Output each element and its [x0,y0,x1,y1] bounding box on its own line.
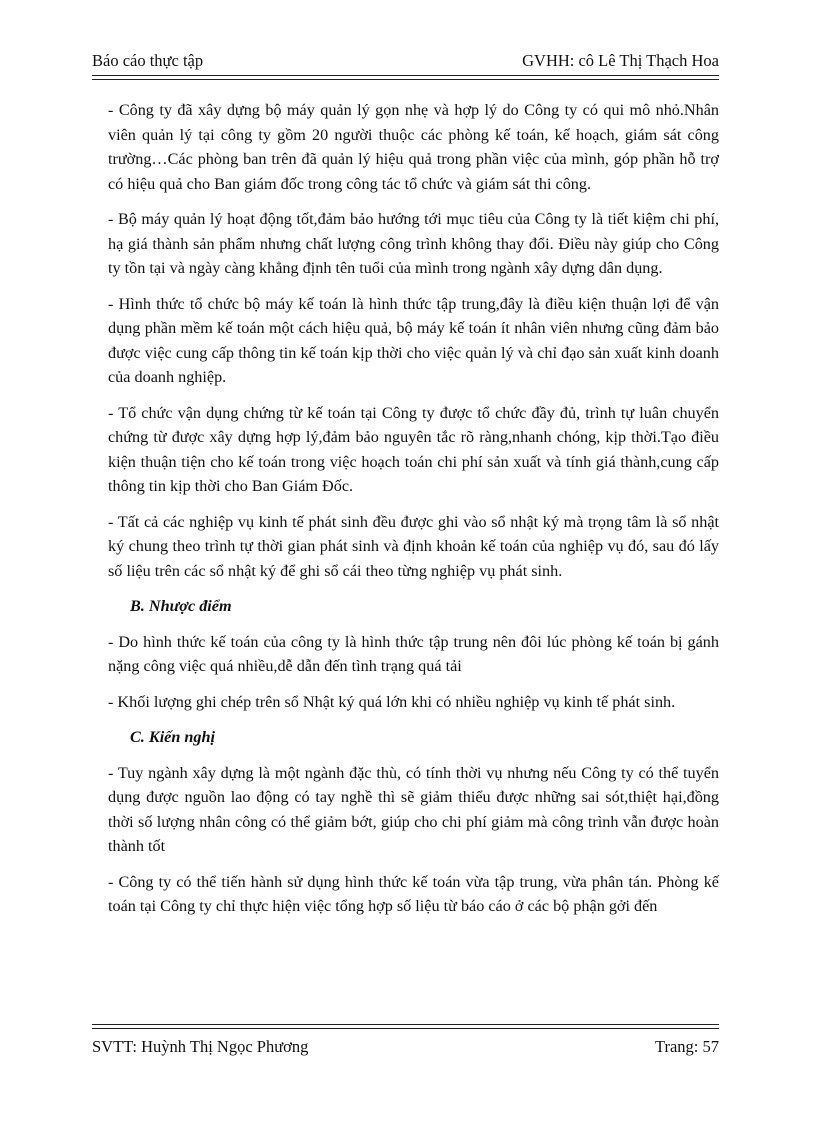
paragraph: - Bộ máy quản lý hoạt động tốt,đảm bảo hướng tới mục tiêu của Công ty là tiết kiệm chi phí, hạ giá thành sản phẩm nhưng chất lượng công trình không thay đổi. Điều này giúp cho Công ty tồn tại và ngày càng khẳng định tên tuổi của mình trong ngành xây dựng dân dụng. [108,210,719,277]
paragraph: - Khối lượng ghi chép trên sổ Nhật ký quá lớn khi có nhiều nghiệp vụ kinh tế phát sinh. [108,692,676,711]
footer-page-number: Trang: 57 [654,1037,719,1056]
paragraph: - Do hình thức kế toán của công ty là hình thức tập trung nên đôi lúc phòng kế toán bị gánh nặng công việc quá nhiều,dễ dẫn đến tình trạng quá tải [108,632,719,675]
section-heading-weaknesses: B. Nhược điểm [130,597,232,615]
page-header [92,48,719,76]
page-body [108,98,719,930]
paragraph: - Công ty đã xây dựng bộ máy quản lý gọn nhẹ và hợp lý do Công ty có qui mô nhỏ.Nhân viên quản lý tại công ty gồm 20 người thuộc các phòng kế toán, kế hoạch, giám sát công trường…Các phòng ban trên đã quản lý hiệu quả trong phần việc của mình, góp phần hỗ trợ có hiệu quả cho Ban giám đốc trong công tác tổ chức và giám sát thi công. [108,101,719,193]
paragraph: - Tổ chức vận dụng chứng từ kế toán tại Công ty được tổ chức đầy đủ, trình tự luân chuyển chứng từ được xây dựng hợp lý,đảm bảo nguyên tắc rõ ràng,nhanh chóng, kịp thời.Tạo điều kiện thuận tiện cho kế toán trong việc hoạch toán chi phí sản xuất và tính giá thành,cung cấp thông tin kịp thời cho Ban Giám Đốc. [108,403,719,495]
header-report-title: Báo cáo thực tập [92,51,204,70]
paragraph: - Tất cả các nghiệp vụ kinh tế phát sinh đều được ghi vào sổ nhật ký mà trọng tâm là sổ nhật ký chung theo trình tự thời gian phát sinh và định khoản kế toán của nghiệp vụ đó, sau đó lấy số liệu trên các sổ nhật ký để ghi sổ cái theo từng nghiệp vụ phát sinh. [108,512,719,580]
section-heading-recommendations: C. Kiến nghị [130,728,216,746]
header-supervisor: GVHH: cô Lê Thị Thạch Hoa [522,51,719,70]
paragraph: - Tuy ngành xây dựng là một ngành đặc thù, có tính thời vụ nhưng nếu Công ty có thể tuyển dụng được nguồn lao động có tay nghề thì sẽ giảm thiểu được những sai sót,thiệt hại,đồng thời số lượng nhân công có thể giảm bớt, giúp cho chi phí giảm mà công trình vẫn được hoàn thành tốt [108,763,719,855]
paragraph: - Công ty có thể tiến hành sử dụng hình thức kế toán vừa tập trung, vừa phân tán. Phòng kế toán tại Công ty chỉ thực hiện việc tổng hợp số liệu từ báo cáo ở các bộ phận gởi đến [108,872,719,915]
page-footer [92,1028,719,1057]
footer-student: SVTT: Huỳnh Thị Ngọc Phương [92,1037,309,1056]
paragraph: - Hình thức tổ chức bộ máy kế toán là hình thức tập trung,đây là điều kiện thuận lợi để vận dụng phần mềm kế toán một cách hiệu quả, bộ máy kế toán ít nhân viên nhưng cũng đảm bảo được việc cung cấp thông tin kế toán kịp thời cho việc quản lý và chỉ đạo sản xuất kinh doanh của doanh nghiệp. [108,294,719,386]
